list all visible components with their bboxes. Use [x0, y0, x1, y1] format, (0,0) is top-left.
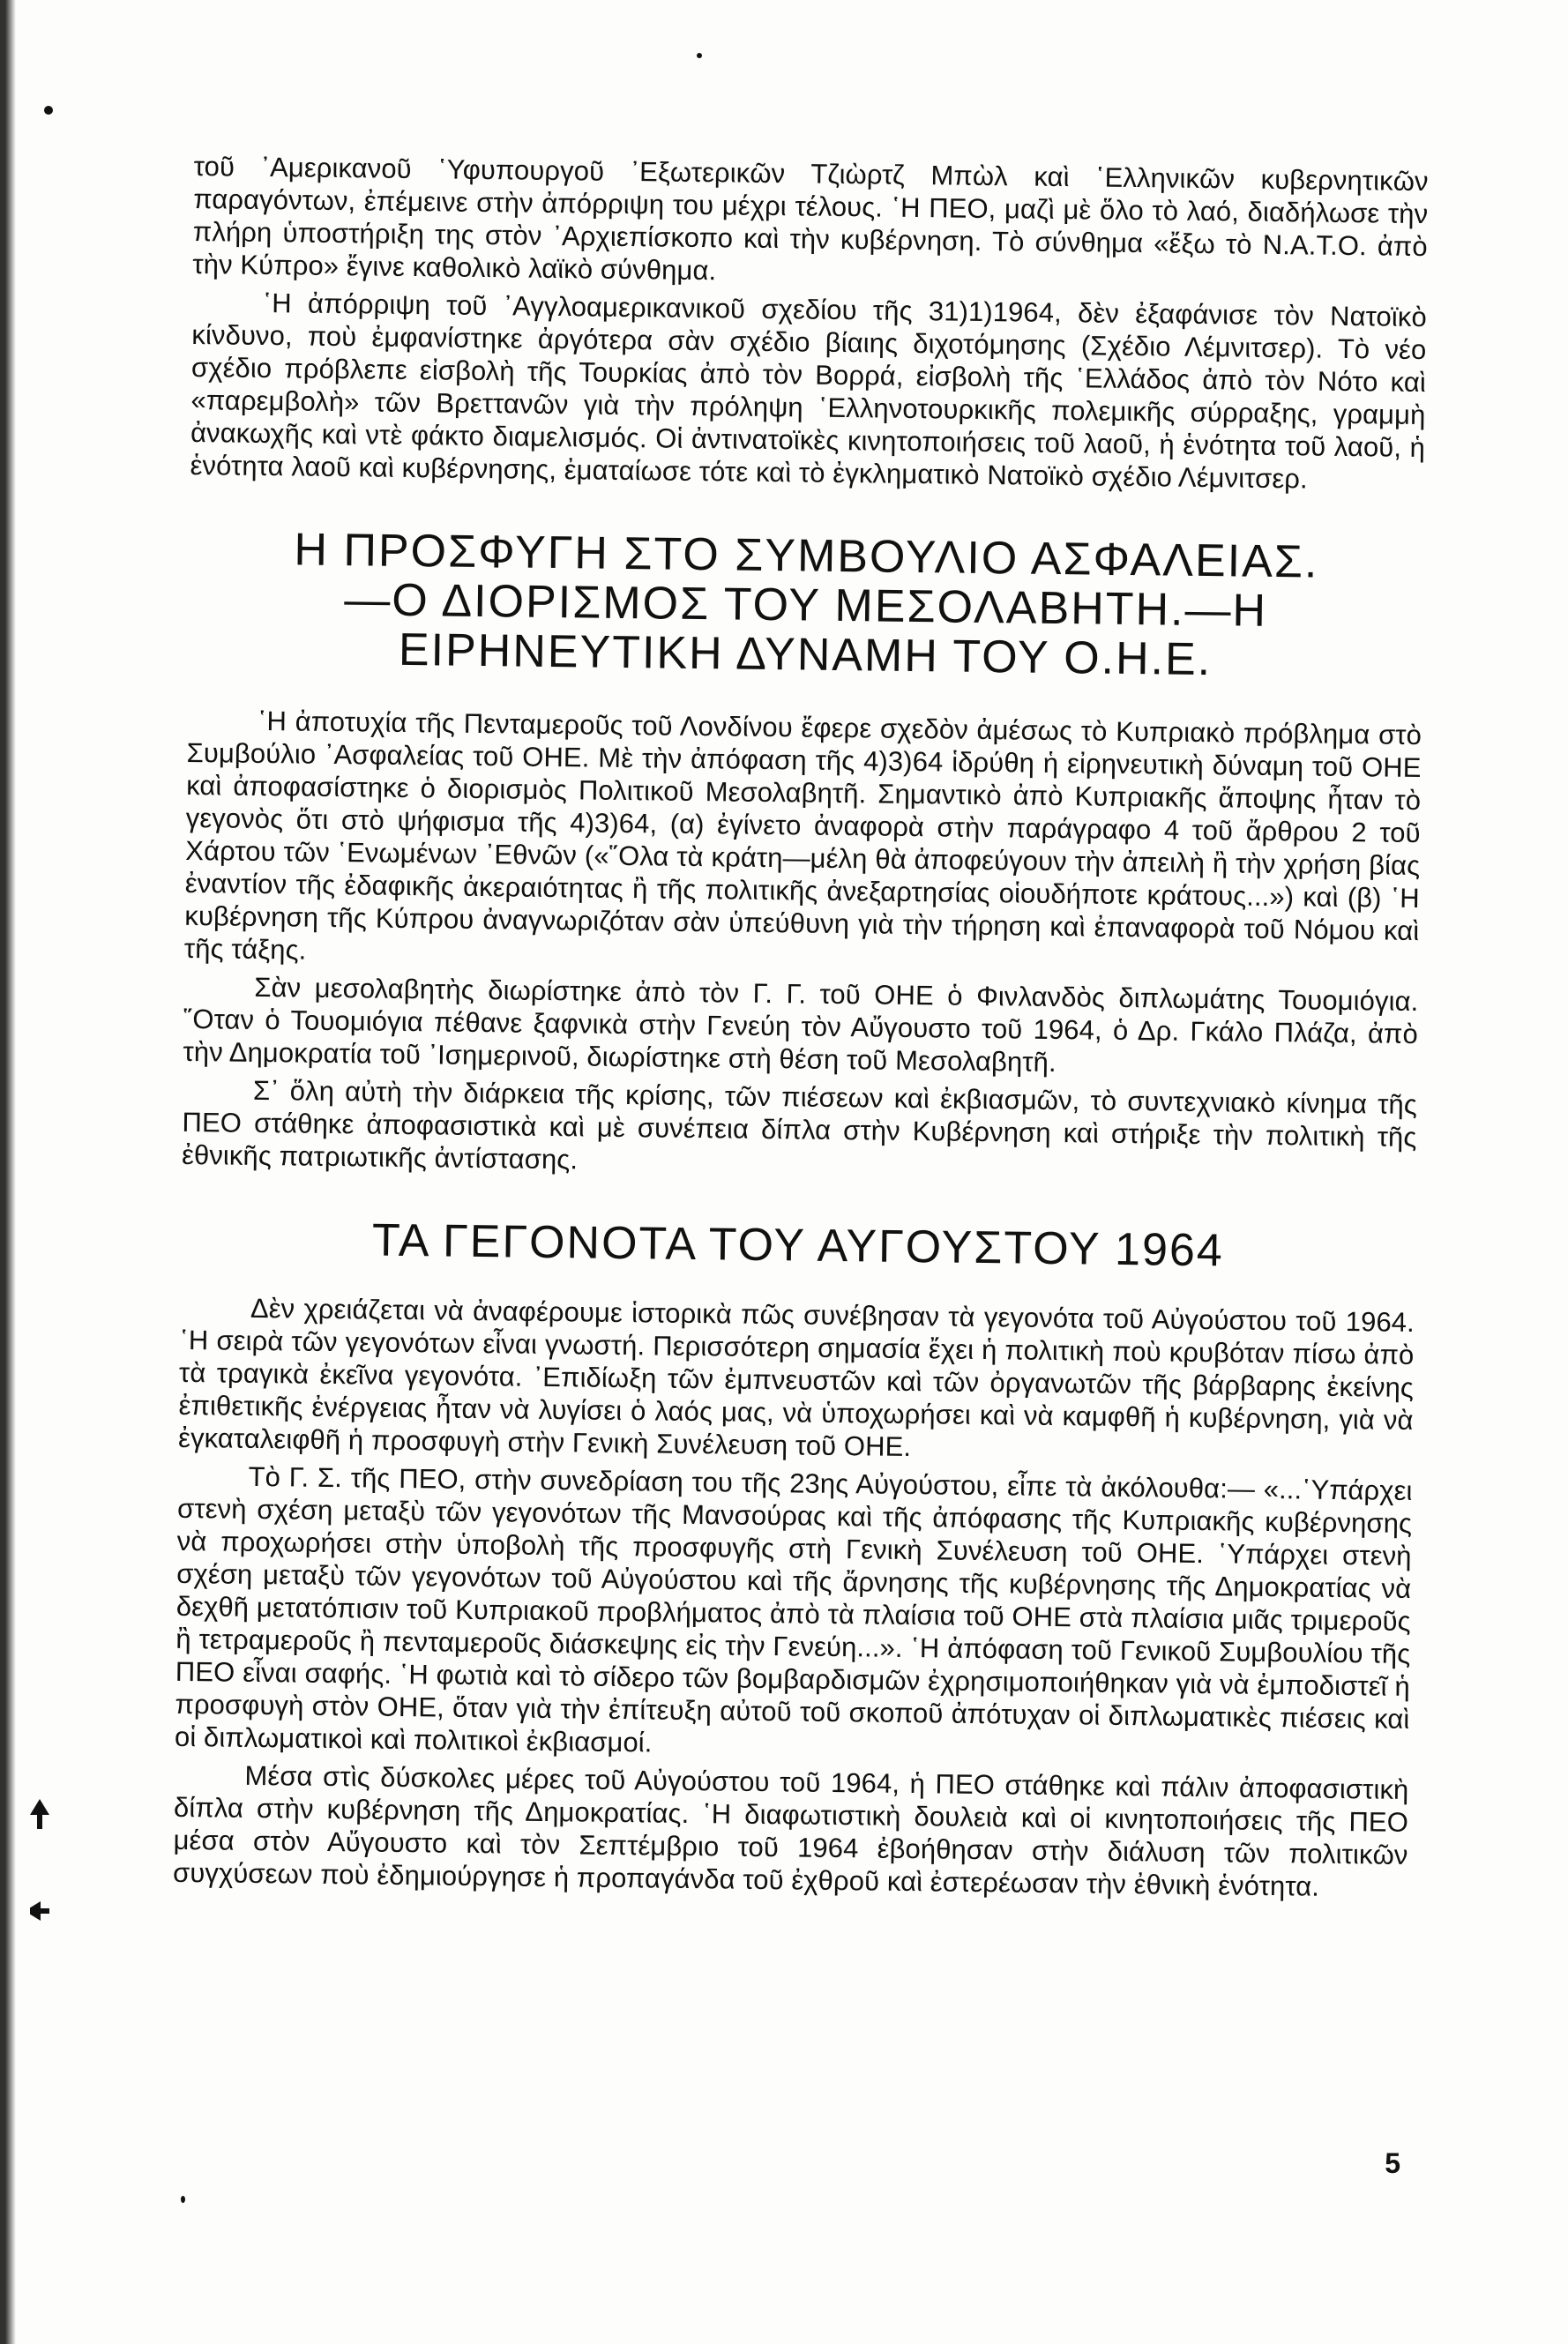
document-body	[173, 150, 1429, 1904]
paragraph: ῾Η ἀποτυχία τῆς Πενταμεροῦς τοῦ Λονδίνου ἔφερε σχεδὸν ἀμέσως τὸ Κυπριακὸ πρόβλημα στὸ Συμβούλιο ᾽Ασφαλείας τοῦ ΟΗΕ. Μὲ τὴν ἀπόφαση τῆς 4)3)64 ἱδρύθη ἡ εἰρηνευτικὴ δύναμη τοῦ ΟΗΕ καὶ ἀποφασίστηκε ὁ διορισμὸς Πολιτικοῦ Μεσολαβητῆ. Σημαντικὸ ἀπὸ Κυπριακῆς ἄποψης ἦταν τὸ γεγονὸς ὅτι στὸ ψήφισμα τῆς 4)3)64, (α) ἐγίνετο ἀναφορὰ στὴν παράγραφο 4 τοῦ ἄρθρου 2 τοῦ Χάρτου τῶν ῾Ενωμένων ᾽Εθνῶν («῞Ολα τὰ κράτη—μέλη θὰ ἀποφεύγουν τὴν ἀπειλὴ ἢ τὴν χρήση βίας ἐναντίον τῆς ἐδαφικῆς ἀκεραιότητας ἢ τῆς πολιτικῆς ἀνεξαρτησίας οἱουδήποτε κράτους...») καὶ (β) ῾Η κυβέρνηση τῆς Κύπρου ἀναγνωριζόταν σὰν ὑπεύθυνη γιὰ τὴν τήρηση καὶ ἐπαναφορὰ τοῦ Νόμου καὶ τῆς τάξης.	[183, 705, 1422, 966]
paragraph: ῾Η ἀπόρριψη τοῦ ᾽Αγγλοαμερικανικοῦ σχεδίου τῆς 31)1)1964, δὲν ἐξαφάνισε τὸν Νατοϊκὸ κίνδυνο, ποὺ ἐμφανίστηκε ἀργότερα σὰν σχέδιο βίαιης διχοτόμησης (Σχέδιο Λέμνιτσερ). Τὸ νέο σχέδιο πρόβλεπε εἰσβολὴ τῆς Τουρκίας ἀπὸ τὸν Βορρά, εἰσβολὴ τῆς ῾Ελλάδος ἀπὸ τὸν Νότο καὶ «παρεμβολὴ» τῶν Βρεττανῶν γιὰ τὴν πρόληψη ῾Ελληνοτουρκικῆς πολεμικῆς σύρραξης, γραμμὴ ἀνακωχῆς καὶ ντὲ φάκτο διαμελισμός. Οἱ ἀντινατοϊκὲς κινητοποιήσεις τοῦ λαοῦ, ἡ ἑνότητα τοῦ λαοῦ, ἡ ἑνότητα λαοῦ καὶ κυβέρνησης, ἐματαίωσε τότε καὶ τὸ ἐγκληματικὸ Νατοϊκὸ σχέδιο Λέμνιτσερ.	[190, 287, 1428, 495]
paragraph: Δὲν χρειάζεται νὰ ἀναφέρουμε ἱστορικὰ πῶς συνέβησαν τὰ γεγονότα τοῦ Αὐγούστου τοῦ 1964. ῾Η σειρὰ τῶν γεγονότων εἶναι γνωστή. Περισσότερη σημασία ἔχει ἡ πολιτικὴ ποὺ κρυβόταν πίσω ἀπὸ τὰ τραγικὰ ἐκεῖνα γεγονότα. ᾽Επιδίωξη τῶν ἐμπνευστῶν καὶ τῶν ὀργανωτῶν τῆς βάρβαρης ἐκείνης ἐπιθετικῆς ἐνέργειας ἦταν νὰ λυγίσει ὁ λαός μας, νὰ ὑποχωρήσει καὶ νὰ καμφθῆ ἡ κυβέρνηση, γιὰ νὰ ἐγκαταλειφθῆ ἡ προσφυγὴ στὴν Γενικὴ Συνέλευση τοῦ ΟΗΕ.	[177, 1292, 1415, 1463]
binding-edge-shadow	[0, 0, 16, 2344]
margin-arrow-icon	[30, 1799, 49, 1829]
paragraph: Τὸ Γ. Σ. τῆς ΠΕΟ, στὴν συνεδρίαση του τῆς 23ης Αὐγούστου, εἶπε τὰ ἀκόλουθα:— «...῾Υπάρχει στενὴ σχέση μεταξὺ τῶν γεγονότων τῆς Μανσούρας καὶ τῆς ἀπόφασης τῆς Κυπριακῆς κυβέρνησης νὰ προχωρήσει στὴν ὑποβολὴ τῆς προσφυγῆς στὴ Γενικὴ Συνέλευση τοῦ ΟΗΕ. ῾Υπάρχει στενὴ σχέση μεταξὺ τῶν γεγονότων τοῦ Αὐγούστου καὶ τῆς ἄρνησης τῆς κυβέρνησης τῆς Δημοκρατίας νὰ δεχθῆ μετατόπισιν τοῦ Κυπριακοῦ προβλήματος ἀπὸ τὰ πλαίσια τοῦ ΟΗΕ στὰ πλαίσια μιᾶς τριμεροῦς ἢ τετραμεροῦς ἢ πενταμεροῦς διάσκεψης εἰς τὴν Γενεύη...». ῾Η ἀπόφαση τοῦ Γενικοῦ Συμβουλίου τῆς ΠΕΟ εἶναι σαφής. ῾Η φωτιὰ καὶ τὸ σίδερο τῶν βομβαρδισμῶν ἐχρησιμοποιήθηκαν γιὰ νὰ ἐμποδιστεῖ ἡ προσφυγὴ στὸν ΟΗΕ, ὅταν γιὰ τὴν ἐπίτευξη αὐτοῦ τοῦ σκοποῦ ἀπότυχαν οἱ διπλωματικὲς πιέσεις καὶ οἱ διπλωματικοὶ καὶ πολιτικοὶ ἐκβιασμοί.	[174, 1460, 1413, 1758]
section-heading-line: ΕΙΡΗΝΕΥΤΙΚΗ ΔΥΝΑΜΗ ΤΟΥ Ο.Η.Ε.	[398, 623, 1213, 686]
scan-speck	[181, 2196, 185, 2203]
section-heading-line: —Ο ΔΙΟΡΙΣΜΟΣ ΤΟΥ ΜΕΣΟΛΑΒΗΤΗ.—Η	[344, 574, 1268, 637]
scan-speck	[44, 106, 53, 115]
paragraph: Μέσα στὶς δύσκολες μέρες τοῦ Αὐγούστου τοῦ 1964, ἡ ΠΕΟ στάθηκε καὶ πάλιν ἀποφασιστικὴ δίπλα στὴν κυβέρνηση τῆς Δημοκρατίας. ῾Η διαφωτιστικὴ δουλειὰ καὶ οἱ κινητοποιήσεις τῆς ΠΕΟ μέσα στὸν Αὔγουστο καὶ τὸν Σεπτέμβριο τοῦ 1964 ἐβοήθησαν στὴν διάλυση τῶν πολιτικῶν συγχύσεων ποὺ ἐδημιούργησε ἡ προπαγάνδα τοῦ ἐχθροῦ καὶ ἐστερέωσαν τὴν ἐθνικὴ ἑνότητα.	[172, 1759, 1409, 1902]
section-heading	[188, 524, 1424, 687]
paragraph: τοῦ ᾽Αμερικανοῦ ῾Υφυπουργοῦ ᾽Εξωτερικῶν Τζιὼρτζ Μπὼλ καὶ ῾Ελληνικῶν κυβερνητικῶν παραγόντων, ἐπέμεινε στὴν ἀπόρριψη του μέχρι τέλους. ῾Η ΠΕΟ, μαζὶ μὲ ὅλο τὸ λαό, διαδήλωσε τὴν πλήρη ὑποστήριξη της στὸν ᾽Αρχιεπίσκοπο καὶ τὴν κυβέρνηση. Τὸ σύνθημα «ἔξω τὸ Ν.Α.Τ.Ο. ἀπὸ τὴν Κύπρο» ἔγινε καθολικὸ λαϊκὸ σύνθημα.	[192, 150, 1429, 287]
paragraph: Σὰν μεσολαβητὴς διωρίστηκε ἀπὸ τὸν Γ. Γ. τοῦ ΟΗΕ ὁ Φινλανδὸς διπλωμάτης Τουομιόγια. ῞Οταν ὁ Τουομιόγια πέθανε ξαφνικὰ στὴν Γενεύη τὸν Αὔγουστο τοῦ 1964, ὁ Δρ. Γκάλο Πλάζα, ἀπὸ τὴν Δημοκρατία τοῦ ᾽Ισημερινοῦ, διωρίστηκε στὴ θέση τοῦ Μεσολαβητῆ.	[183, 971, 1419, 1079]
paragraph: Σ᾽ ὅλη αὐτὴ τὴν διάρκεια τῆς κρίσης, τῶν πιέσεων καὶ ἐκβιασμῶν, τὸ συντεχνιακὸ κίνημα τῆς ΠΕΟ στάθηκε ἀποφασιστικὰ καὶ μὲ συνέπεια δίπλα στὴν Κυβέρνηση καὶ στήριξε τὴν πολιτικὴ τῆς ἐθνικῆς πατριωτικῆς ἀντίστασης.	[181, 1074, 1418, 1176]
section-heading-line: ΤΑ ΓΕΓΟΝΟΤΑ ΤΟΥ ΑΥΓΟΥΣΤΟΥ 1964	[371, 1214, 1225, 1277]
margin-arrow-icon	[30, 1896, 49, 1926]
section-heading	[181, 1213, 1416, 1278]
scan-speck	[697, 53, 702, 58]
section-heading-line: Η ΠΡΟΣΦΥΓΗ ΣΤΟ ΣΥΜΒΟΥΛΙΟ ΑΣΦΑΛΕΙΑΣ.	[294, 524, 1319, 588]
page-number: 5	[1385, 2147, 1400, 2179]
